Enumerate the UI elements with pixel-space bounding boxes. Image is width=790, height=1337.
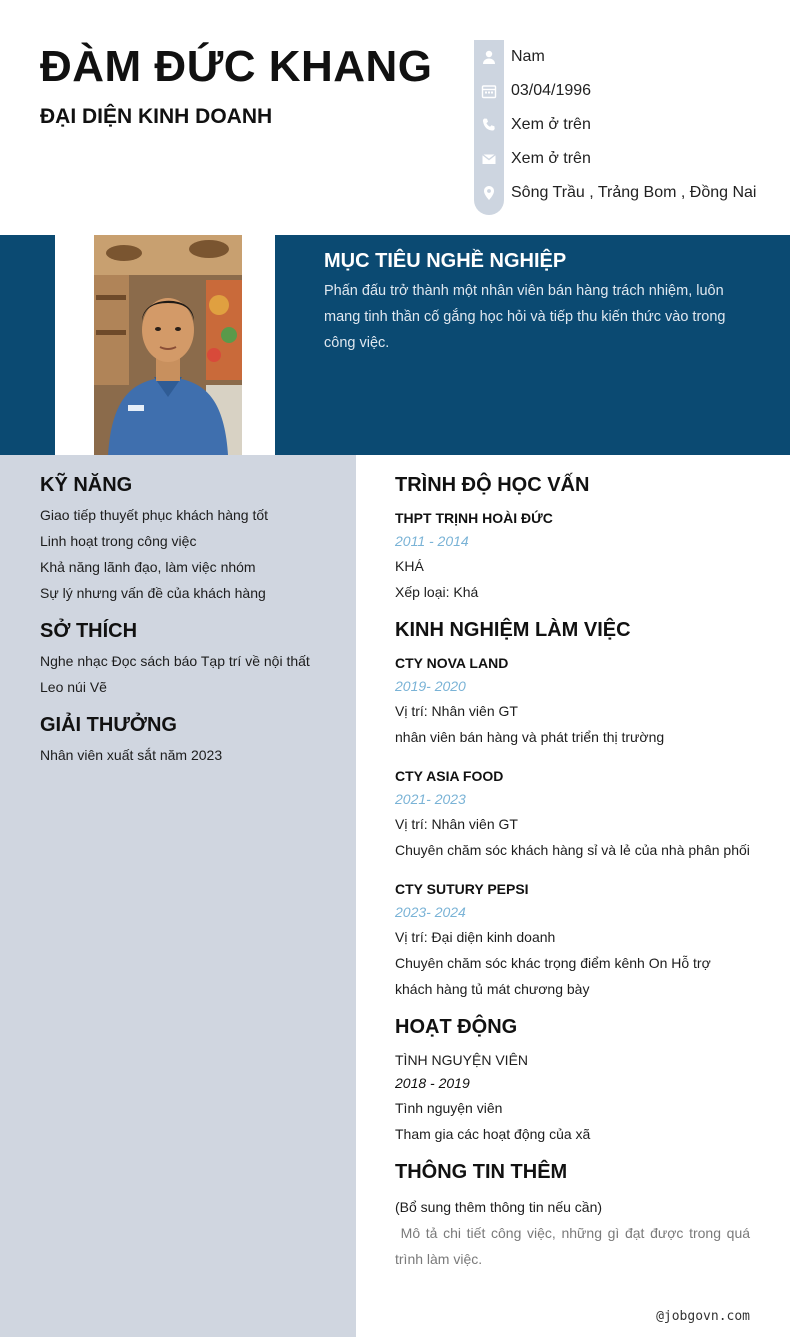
phone-icon <box>474 108 504 142</box>
job-company: CTY ASIA FOOD <box>395 768 504 784</box>
job-date: 2021- 2023 <box>395 791 466 807</box>
skill-item: Linh hoạt trong công việc <box>40 533 197 549</box>
contact-gender-text: Nam <box>511 48 545 65</box>
activity-date: 2018 - 2019 <box>395 1075 470 1091</box>
education-title: TRÌNH ĐỘ HỌC VẤN <box>395 474 590 496</box>
candidate-name: ĐÀM ĐỨC KHANG <box>40 42 433 91</box>
extra-info-line: (Bổ sung thêm thông tin nếu cần) <box>395 1199 603 1215</box>
contact-address <box>474 176 756 210</box>
hobbies-title: SỞ THÍCH <box>40 620 138 642</box>
education-school: THPT TRỊNH HOÀI ĐỨC <box>395 510 553 526</box>
contact-email <box>474 142 591 176</box>
job-position: Vị trí: Đại diện kinh doanh <box>395 929 556 945</box>
profile-photo <box>94 235 242 455</box>
education-date: 2011 - 2014 <box>395 533 469 549</box>
footer-watermark: @jobgovn.com <box>656 1309 750 1324</box>
contact-birthdate <box>474 74 591 108</box>
skill-item: Giao tiếp thuyết phục khách hàng tốt <box>40 507 269 523</box>
job-date: 2023- 2024 <box>395 904 466 920</box>
job-position: Vị trí: Nhân viên GT <box>395 703 518 719</box>
award-item: Nhân viên xuất sắt năm 2023 <box>40 747 223 763</box>
job-date: 2019- 2020 <box>395 678 466 694</box>
extra-info-description: Mô tả chi tiết công việc, những gì đạt được trong quá trình làm việc. <box>395 1225 754 1267</box>
contact-phone-text: Xem ở trên <box>511 116 591 133</box>
activity-description: Tham gia các hoạt động của xã <box>395 1126 591 1142</box>
experience-title: KINH NGHIỆM LÀM VIỆC <box>395 619 631 641</box>
contact-gender <box>474 40 545 74</box>
extra-info-title: THÔNG TIN THÊM <box>395 1161 568 1183</box>
job-company: CTY SUTURY PEPSI <box>395 881 529 897</box>
objective-title: MỤC TIÊU NGHỀ NGHIỆP <box>324 250 567 272</box>
job-description: Chuyên chăm sóc khách hàng sỉ và lẻ của nhà phân phối <box>395 842 750 858</box>
objective-text: Phấn đấu trở thành một nhân viên bán hàng trách nhiệm, luôn mang tinh thần cố gắng học hỏi và tiếp thu kiến thức vào trong công việc. <box>324 283 726 351</box>
mail-icon <box>474 142 504 176</box>
contact-phone <box>474 108 591 142</box>
job-company: CTY NOVA LAND <box>395 655 509 671</box>
skills-title: KỸ NĂNG <box>40 474 133 496</box>
job-position: Vị trí: Nhân viên GT <box>395 816 518 832</box>
skill-item: Sự lý nhưng vấn đề của khách hàng <box>40 585 266 601</box>
education-note: Xếp loại: Khá <box>395 584 479 600</box>
activity-org: TÌNH NGUYỆN VIÊN <box>395 1052 529 1068</box>
awards-title: GIẢI THƯỞNG <box>40 714 177 736</box>
candidate-role: ĐẠI DIỆN KINH DOANH <box>40 105 273 128</box>
education-grade: KHÁ <box>395 558 424 574</box>
calendar-icon <box>474 74 504 108</box>
job-description: Chuyên chăm sóc khác trọng điểm kênh On Hỗ trợ khách hàng tủ mát chương bày <box>395 955 711 997</box>
location-icon <box>474 176 504 210</box>
person-icon <box>474 40 504 74</box>
contact-address-text: Sông Trầu , Trảng Bom , Đồng Nai <box>511 184 757 201</box>
job-description: nhân viên bán hàng và phát triển thị trường <box>395 729 665 745</box>
contact-birthdate-text: 03/04/1996 <box>511 82 592 99</box>
hobby-item: Nghe nhạc Đọc sách báo Tạp trí về nội thất <box>40 653 310 669</box>
contact-email-text: Xem ở trên <box>511 150 591 167</box>
hobby-item: Leo núi Vẽ <box>40 679 107 695</box>
activity-role: Tình nguyện viên <box>395 1100 503 1116</box>
activities-title: HOẠT ĐỘNG <box>395 1016 518 1038</box>
skill-item: Khả năng lãnh đạo, làm việc nhóm <box>40 559 256 575</box>
